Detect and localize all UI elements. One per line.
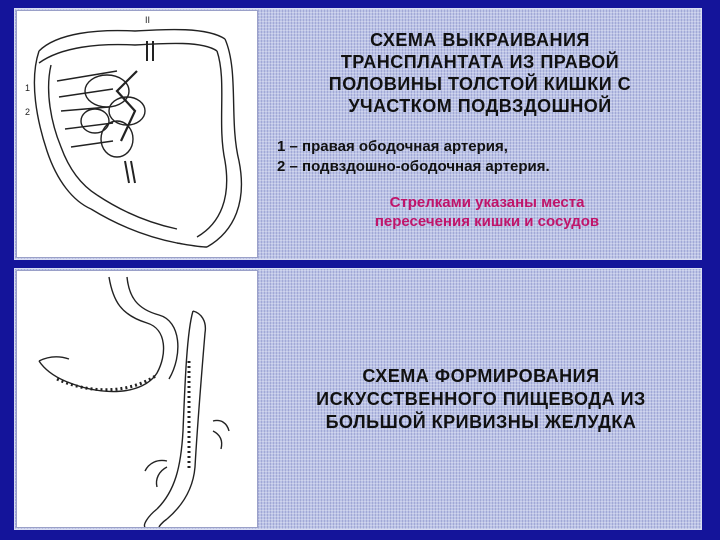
figure-label-2: 2	[25, 107, 31, 117]
colon-transplant-diagram	[16, 10, 258, 258]
ascending-colon	[34, 51, 91, 209]
transverse-colon	[39, 29, 225, 51]
stomach-outline	[39, 277, 164, 391]
legend-item-ileocolic-artery: 2 – подвздошно-ободочная артерия.	[277, 158, 550, 175]
top-title-line: ПОЛОВИНЫ ТОЛСТОЙ КИШКИ С	[328, 74, 632, 94]
gastric-tube	[167, 311, 205, 519]
legend-item-right-colic-artery: 1 – правая ободочная артерия,	[277, 138, 508, 155]
arrow-note-line: пересечения кишки и сосудов	[374, 213, 600, 230]
top-title-line: ТРАНСПЛАНТАТА ИЗ ПРАВОЙ	[340, 52, 620, 72]
bottom-title-line: ИСКУССТВЕННОГО ПИЩЕВОДА ИЗ	[316, 389, 646, 409]
colon-diagram-svg	[17, 11, 257, 257]
figure-label-ii: II	[145, 15, 151, 25]
bottom-title	[271, 365, 691, 434]
stomach-diagram-svg	[17, 271, 257, 527]
top-title-line: СХЕМА ВЫКРАИВАНИЯ	[370, 30, 590, 50]
gastric-tube-diagram	[16, 270, 258, 528]
top-panel	[14, 8, 702, 260]
figure-label-1: 1	[25, 83, 31, 93]
descending-colon	[207, 39, 241, 247]
arrow-note-line: Стрелками указаны места	[389, 194, 585, 211]
top-title	[265, 29, 695, 117]
bottom-panel	[14, 268, 702, 530]
bottom-title-line: СХЕМА ФОРМИРОВАНИЯ	[362, 366, 600, 386]
top-title-line: УЧАСТКОМ ПОДВЗДОШНОЙ	[348, 96, 612, 116]
bottom-title-line: БОЛЬШОЙ КРИВИЗНЫ ЖЕЛУДКА	[325, 412, 637, 432]
